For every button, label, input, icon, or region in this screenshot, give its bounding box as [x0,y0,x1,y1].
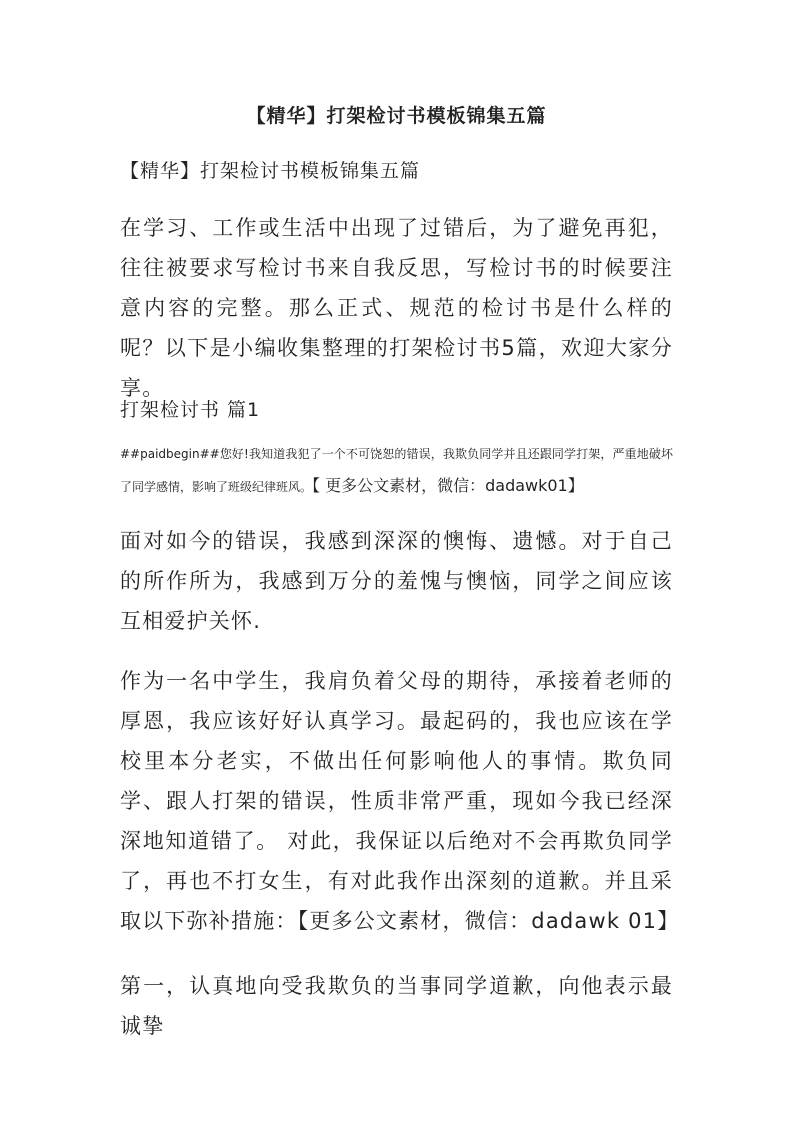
small-print-text: ##paidbegin##您好!我知道我犯了一个不可饶恕的错误，我欺负同学并且还跟同学打架，严重地破坏了同学感情，影响了班级纪律班风。 [120,447,673,494]
document-title: 【精华】打架检讨书模板锦集五篇 [246,105,547,127]
promo-tail-text: 【 更多公文素材，微信：dadawk01】 [312,476,584,495]
body-paragraph-first-measure: 第一，认真地向受我欺负的当事同学道歉，向他表示最诚挚 [120,974,673,1038]
small-print-paragraph [120,438,673,503]
body-paragraph-regret: 面对如今的错误，我感到深深的懊悔、遗憾。对于自己的所作所为，我感到万分的羞愧与懊恼，同学之间应该互相爱护关怀. [120,529,673,633]
section-heading: 打架检讨书 篇1 [120,399,261,421]
document-subtitle: 【精华】打架检讨书模板锦集五篇 [120,160,421,182]
body-paragraph-commitment: 作为一名中学生，我肩负着父母的期待，承接着老师的厚恩，我应该好好认真学习。最起码的，我也应该在学校里本分老实，不做出任何影响他人的事情。欺负同学、跟人打架的错误，性质非常严重，现如今我已经深深地知道错了。 对此，我保证以后绝对不会再欺负同学了，再也不打女生，有对此我作出深刻的道歉。并且采取以下弥补措施：【更多公文素材，微信：dadawk 01】 [120,669,680,933]
intro-paragraph: 在学习、工作或生活中出现了过错后，为了避免再犯，往往被要求写检讨书来自我反思，写检讨书的时候要注意内容的完整。那么正式、规范的检讨书是什么样的呢？以下是小编收集整理的打架检讨书5篇，欢迎大家分享。 [120,216,673,400]
